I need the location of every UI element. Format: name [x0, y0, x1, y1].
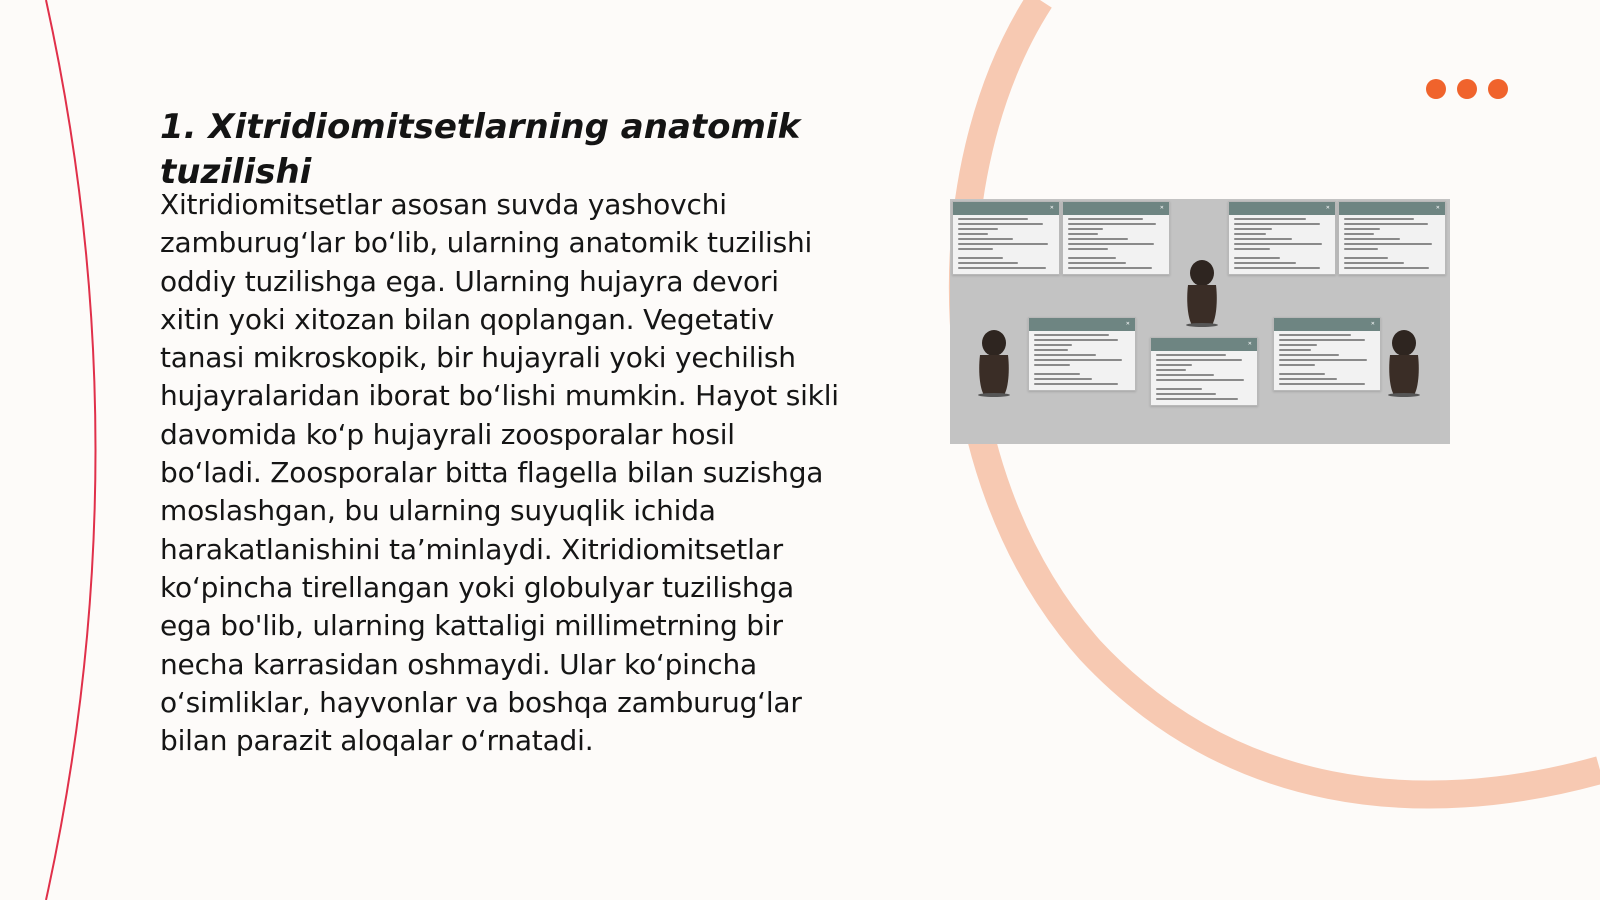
three-dots-icon — [1426, 79, 1508, 99]
figure-icon — [974, 327, 1014, 397]
image-card: ✕ — [1338, 201, 1446, 275]
image-card: ✕ — [1273, 317, 1381, 391]
left-curve-line — [46, 0, 96, 900]
image-card: ✕ — [1028, 317, 1136, 391]
screenshot-image — [950, 199, 1450, 444]
image-card: ✕ — [1062, 201, 1170, 275]
dot-icon — [1488, 79, 1508, 99]
image-card: ✕ — [1228, 201, 1336, 275]
figure-icon — [1384, 327, 1424, 397]
figure-icon — [1182, 257, 1222, 327]
slide-title: 1. Xitridiomitsetlarning anatomik tuzilishi — [160, 107, 801, 192]
dot-icon — [1457, 79, 1477, 99]
slide-body-text: Xitridiomitsetlar asosan suvda yashovchi zamburug‘lar bo‘lib, ularning anatomik tuzilishi oddiy tuzilishga ega. Ularning hujayra devori xitin yoki xitozan bilan qoplangan. Vegetativ tanasi mikroskopik, bir hujayrali yoki yechilish hujayralaridan iborat bo‘lishi mumkin. Hayot sikli davomida ko‘p hujayrali zoosporalar hosil bo‘ladi. Zoosporalar bitta flagella bilan suzishga moslashgan, bu ularning suyuqlik ichida harakatlanishini ta’minlaydi. Xitridiomitsetlar ko‘pincha tirellangan yoki globulyar tuzilishga ega bo'lib, ularning kattaligi millimetrning bir necha karrasidan oshmaydi. Ular ko‘pincha o‘simliklar, hayvonlar va boshqa zamburug‘lar bilan parazit aloqalar o‘rnatadi. — [160, 188, 839, 758]
image-card: ✕ — [1150, 337, 1258, 406]
dot-icon — [1426, 79, 1446, 99]
image-card: ✕ — [952, 201, 1060, 275]
